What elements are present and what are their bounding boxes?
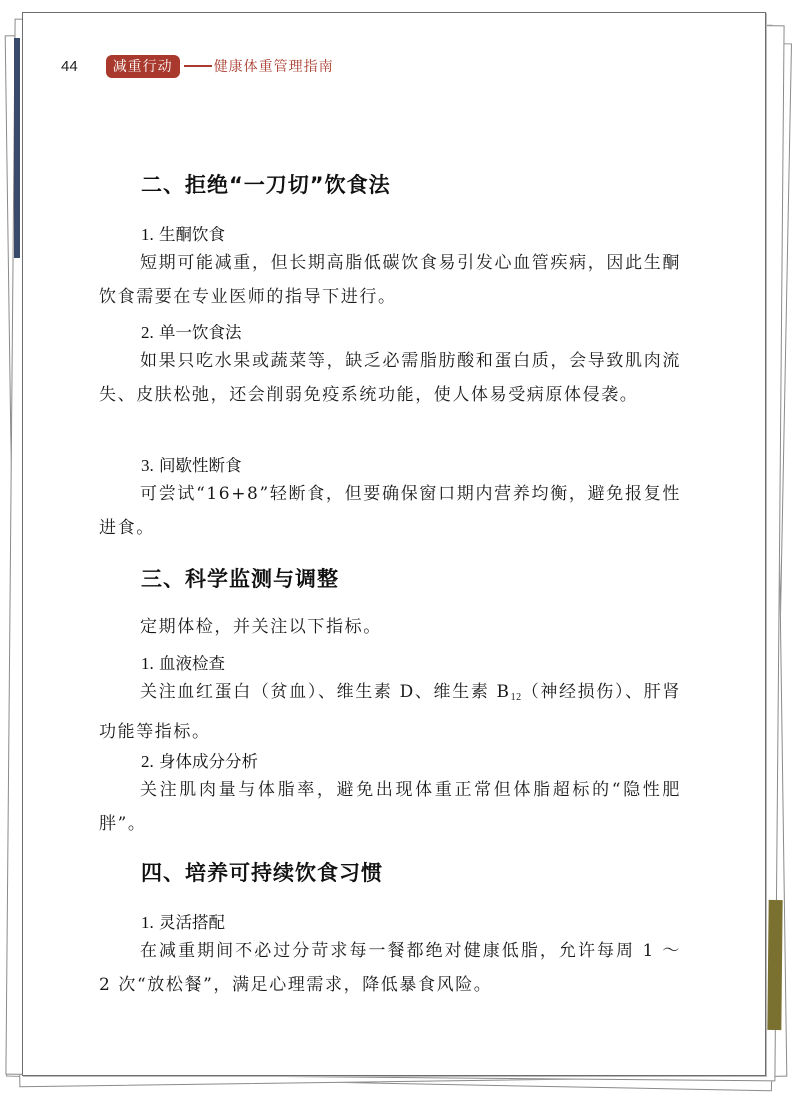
section-heading: 四、培养可持续饮食习惯 (141, 861, 383, 885)
subsection-title: 1. 灵活搭配 (141, 913, 225, 932)
section-heading: 三、科学监测与调整 (141, 567, 339, 591)
subsection-title: 2. 单一饮食法 (141, 323, 242, 342)
subsection-title: 1. 血液检查 (141, 654, 225, 673)
section-heading: 二、拒绝“一刀切”饮食法 (141, 173, 391, 197)
subsection-title: 3. 间歇性断食 (141, 456, 242, 475)
paragraph: 定期体检，并关注以下指标。 (140, 617, 382, 637)
subscript: 12 (510, 692, 522, 703)
back-page-edge (767, 900, 782, 1030)
paragraph: 如果只吃水果或蔬菜等，缺乏必需脂肪酸和蛋白质，会导致肌肉流失、皮肤松弛，还会削弱免疫系统功能，使人体易受病原体侵袭。 (99, 351, 681, 405)
running-header (61, 55, 334, 77)
subsection-title: 1. 生酮饮食 (141, 225, 225, 244)
subsection-title: 2. 身体成分分析 (141, 752, 258, 771)
paragraph: 关注血红蛋白（贫血）、维生素 D、维生素 $B_{12}$（神经损伤）、肝肾功能等指标。 (99, 682, 681, 742)
paragraph: 短期可能减重，但长期高脂低碳饮食易引发心血管疾病，因此生酮饮食需要在专业医师的指导下进行。 (99, 253, 681, 307)
series-badge: 减重行动 (106, 55, 180, 78)
back-page-edge (14, 38, 20, 258)
paragraph: 在减重期间不必过分苛求每一餐都绝对健康低脂，允许每周 1 ～ 2 次“放松餐”，满足心理需求，降低暴食风险。 (99, 941, 681, 995)
page-number: 44 (61, 57, 78, 75)
header-dash (184, 65, 212, 67)
paragraph: 关注肌肉量与体脂率，避免出现体重正常但体脂超标的“隐性肥胖”。 (99, 780, 681, 834)
book-page (22, 12, 766, 1076)
paragraph: 可尝试“16+8”轻断食，但要确保窗口期内营养均衡，避免报复性进食。 (99, 484, 681, 538)
series-subtitle: 健康体重管理指南 (213, 59, 334, 75)
